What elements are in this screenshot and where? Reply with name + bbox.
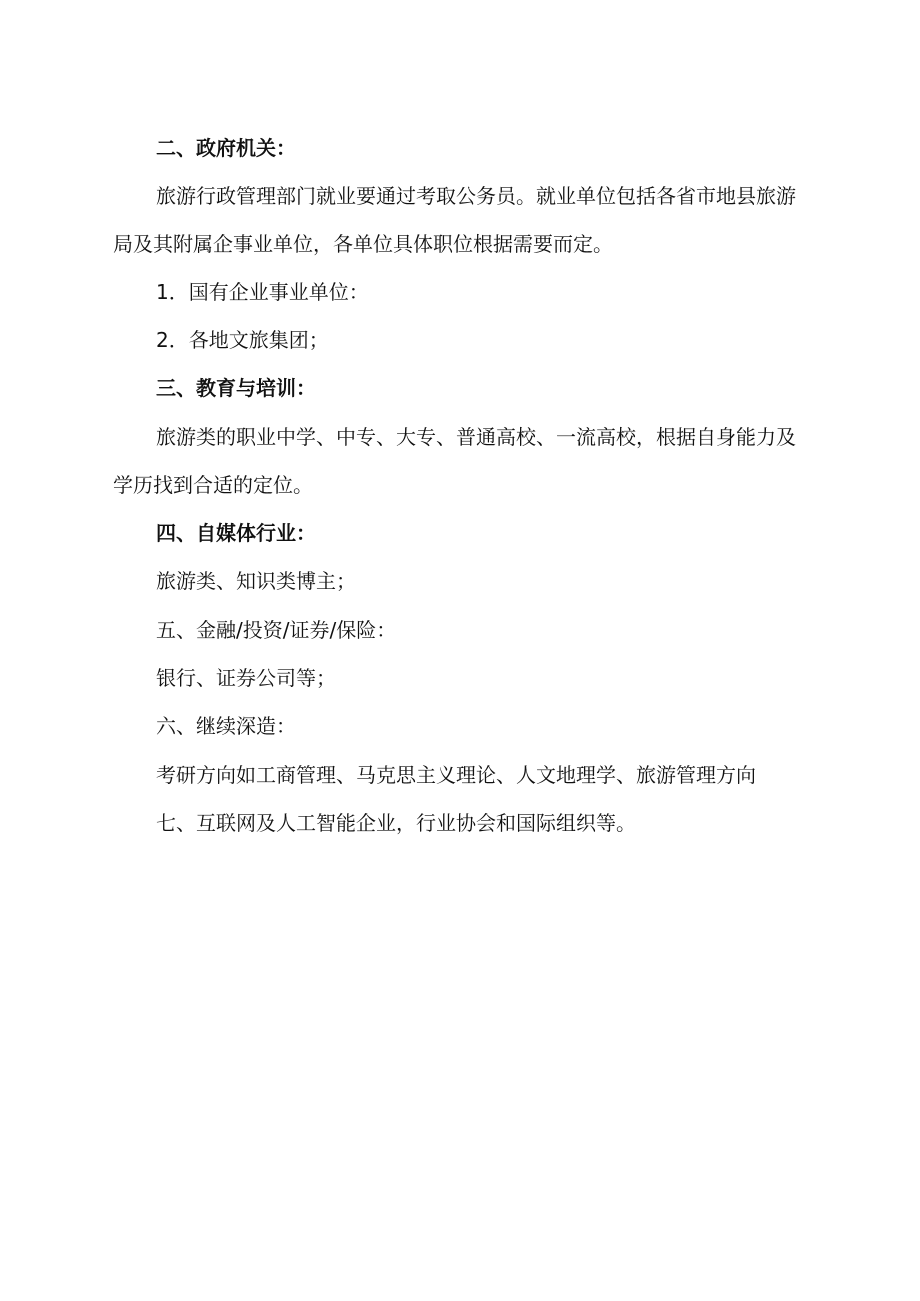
paragraph-finance: 银行、证券公司等；: [156, 666, 336, 690]
section-heading-government: 二、政府机关：: [156, 136, 296, 160]
paragraph-self-media: 旅游类、知识类博主；: [156, 569, 356, 593]
section-heading-education: 三、教育与培训：: [156, 376, 316, 400]
paragraph-education-line-2: 学历找到合适的定位。: [113, 473, 313, 497]
paragraph-further-study: 考研方向如工商管理、马克思主义理论、人文地理学、旅游管理方向: [156, 763, 756, 787]
section-heading-self-media: 四、自媒体行业：: [156, 521, 316, 545]
paragraph-government-line-1: 旅游行政管理部门就业要通过考取公务员。就业单位包括各省市地县旅游: [156, 184, 796, 208]
section-heading-further-study: 六、继续深造：: [156, 714, 296, 738]
section-heading-finance: 五、金融/投资/证券/保险：: [156, 618, 397, 642]
list-item-state-enterprises: 1．国有企业事业单位：: [156, 280, 369, 304]
paragraph-education-line-1: 旅游类的职业中学、中专、大专、普通高校、一流高校，根据自身能力及: [156, 425, 796, 449]
paragraph-internet-ai: 七、互联网及人工智能企业，行业协会和国际组织等。: [156, 811, 636, 835]
paragraph-government-line-2: 局及其附属企事业单位，各单位具体职位根据需要而定。: [113, 232, 613, 256]
list-item-culture-tourism-groups: 2．各地文旅集团；: [156, 328, 329, 352]
